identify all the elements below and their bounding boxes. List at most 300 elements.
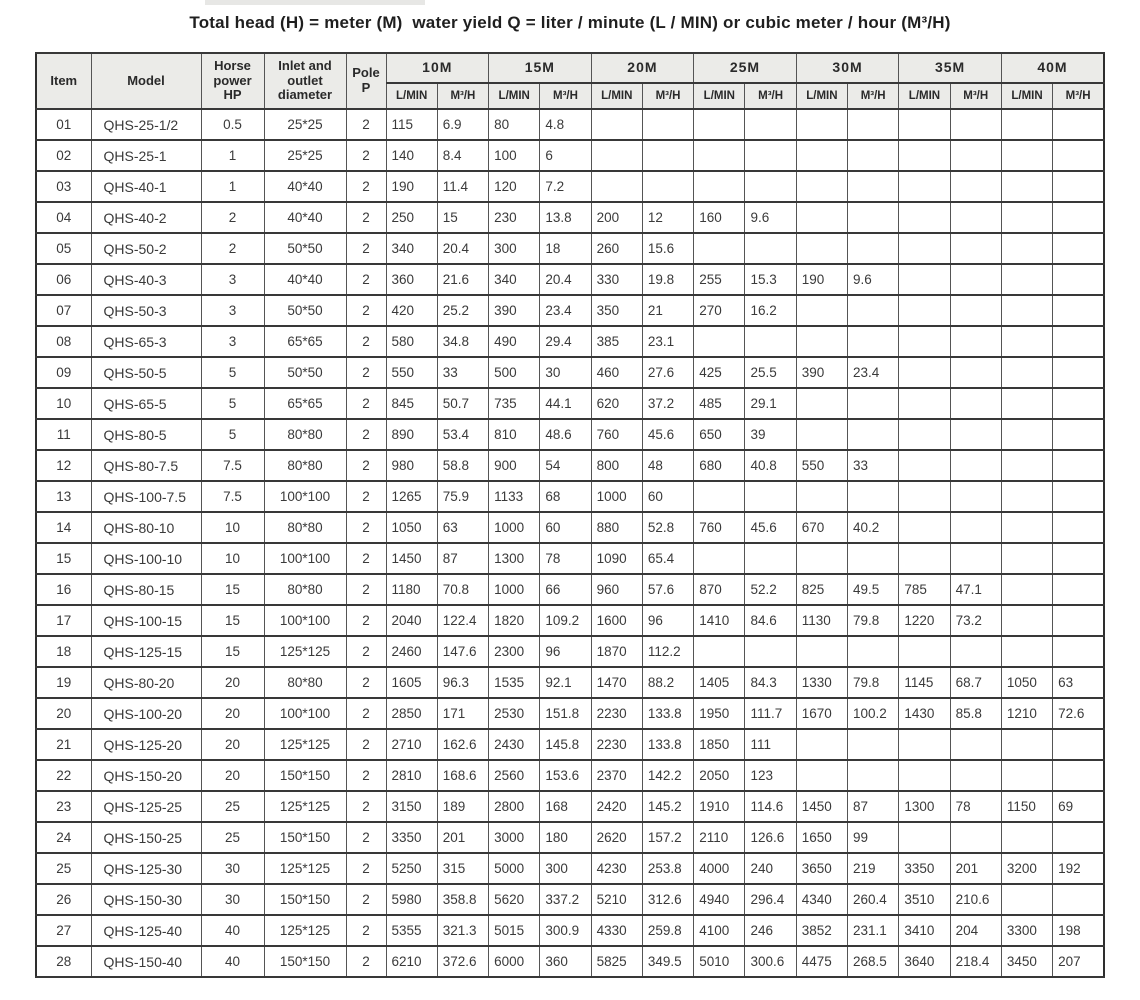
cell-value-20m-m3h: 27.6	[642, 357, 693, 388]
cell-value-30m-m3h	[848, 481, 899, 512]
cell-value-40m-m3h	[1053, 357, 1104, 388]
cell-value-40m-m3h	[1053, 233, 1104, 264]
cell-value-30m-m3h: 219	[848, 853, 899, 884]
column-subheader-15m-lmin: L/MIN	[489, 83, 540, 109]
cell-value-35m-lmin	[899, 388, 950, 419]
cell-value-15m-m3h: 337.2	[540, 884, 591, 915]
cell-value-25m-lmin: 425	[694, 357, 745, 388]
cell-value-15m-lmin: 2300	[489, 636, 540, 667]
cell-model: QHS-150-20	[91, 760, 201, 791]
cell-value-40m-lmin: 3200	[1001, 853, 1052, 884]
cell-hp: 30	[201, 853, 264, 884]
column-group-40m: 40M	[1001, 53, 1104, 83]
cell-value-15m-lmin: 390	[489, 295, 540, 326]
cell-pole: 2	[346, 233, 386, 264]
cell-value-20m-lmin: 330	[591, 264, 642, 295]
cell-value-15m-m3h: 23.4	[540, 295, 591, 326]
cell-value-10m-m3h: 96.3	[437, 667, 488, 698]
cell-hp: 2	[201, 233, 264, 264]
cell-value-35m-m3h	[950, 388, 1001, 419]
cell-model: QHS-125-15	[91, 636, 201, 667]
cell-value-10m-m3h: 372.6	[437, 946, 488, 977]
cell-value-35m-m3h: 218.4	[950, 946, 1001, 977]
cell-model: QHS-65-5	[91, 388, 201, 419]
table-row	[36, 450, 1104, 481]
cell-value-20m-lmin: 1000	[591, 481, 642, 512]
cell-value-20m-lmin: 960	[591, 574, 642, 605]
cell-value-15m-lmin: 80	[489, 109, 540, 140]
cell-value-30m-m3h: 79.8	[848, 605, 899, 636]
cell-value-15m-lmin: 340	[489, 264, 540, 295]
cell-value-30m-lmin	[796, 171, 847, 202]
table-row	[36, 481, 1104, 512]
cell-hp: 15	[201, 605, 264, 636]
cell-value-15m-lmin: 5000	[489, 853, 540, 884]
cell-item: 01	[36, 109, 91, 140]
cell-value-30m-lmin: 390	[796, 357, 847, 388]
cell-value-10m-lmin: 5980	[386, 884, 437, 915]
cell-value-35m-m3h	[950, 636, 1001, 667]
cell-value-30m-m3h	[848, 419, 899, 450]
cell-value-30m-lmin: 4340	[796, 884, 847, 915]
cell-value-40m-m3h: 207	[1053, 946, 1104, 977]
cell-value-20m-lmin: 200	[591, 202, 642, 233]
cell-model: QHS-80-15	[91, 574, 201, 605]
cell-value-30m-lmin: 825	[796, 574, 847, 605]
cell-value-25m-m3h: 40.8	[745, 450, 796, 481]
cell-value-40m-m3h	[1053, 512, 1104, 543]
cell-pole: 2	[346, 202, 386, 233]
cell-value-40m-lmin: 3450	[1001, 946, 1052, 977]
cell-inlet: 40*40	[264, 202, 346, 233]
cell-value-25m-m3h: 126.6	[745, 822, 796, 853]
cell-item: 13	[36, 481, 91, 512]
cell-value-20m-lmin: 880	[591, 512, 642, 543]
cell-value-25m-m3h: 84.3	[745, 667, 796, 698]
cell-value-20m-lmin: 1470	[591, 667, 642, 698]
cell-value-10m-lmin: 360	[386, 264, 437, 295]
cell-value-20m-m3h: 19.8	[642, 264, 693, 295]
cell-value-30m-m3h: 40.2	[848, 512, 899, 543]
cell-value-40m-lmin	[1001, 140, 1052, 171]
cell-value-30m-m3h	[848, 295, 899, 326]
table-row	[36, 667, 1104, 698]
cell-value-35m-lmin	[899, 512, 950, 543]
cell-value-35m-m3h	[950, 512, 1001, 543]
cell-value-35m-lmin	[899, 295, 950, 326]
cell-value-35m-lmin	[899, 760, 950, 791]
cell-value-10m-lmin: 5250	[386, 853, 437, 884]
cell-value-15m-m3h: 44.1	[540, 388, 591, 419]
cell-value-20m-m3h: 253.8	[642, 853, 693, 884]
cell-pole: 2	[346, 915, 386, 946]
cell-value-20m-m3h	[642, 109, 693, 140]
cell-hp: 10	[201, 543, 264, 574]
column-subheader-25m-m3h: M³/H	[745, 83, 796, 109]
cell-value-30m-m3h	[848, 202, 899, 233]
cell-model: QHS-100-7.5	[91, 481, 201, 512]
table-row	[36, 884, 1104, 915]
cell-value-35m-m3h	[950, 171, 1001, 202]
cell-pole: 2	[346, 822, 386, 853]
cell-value-10m-lmin: 2810	[386, 760, 437, 791]
cell-value-15m-lmin: 100	[489, 140, 540, 171]
cell-value-40m-m3h	[1053, 140, 1104, 171]
cell-item: 28	[36, 946, 91, 977]
cell-inlet: 40*40	[264, 264, 346, 295]
cell-value-30m-m3h: 49.5	[848, 574, 899, 605]
cell-value-15m-lmin: 900	[489, 450, 540, 481]
cell-hp: 2	[201, 202, 264, 233]
cell-value-15m-m3h: 360	[540, 946, 591, 977]
cell-item: 17	[36, 605, 91, 636]
cell-item: 10	[36, 388, 91, 419]
cell-value-20m-lmin: 460	[591, 357, 642, 388]
cell-value-10m-m3h: 201	[437, 822, 488, 853]
cell-value-25m-lmin: 255	[694, 264, 745, 295]
cell-value-30m-m3h	[848, 729, 899, 760]
cell-model: QHS-40-3	[91, 264, 201, 295]
cell-value-15m-lmin: 2560	[489, 760, 540, 791]
column-subheader-10m-m3h: M³/H	[437, 83, 488, 109]
cell-hp: 7.5	[201, 450, 264, 481]
cell-value-30m-m3h: 260.4	[848, 884, 899, 915]
table-row	[36, 171, 1104, 202]
cell-value-15m-lmin: 120	[489, 171, 540, 202]
cell-value-15m-m3h: 7.2	[540, 171, 591, 202]
cell-value-15m-m3h: 20.4	[540, 264, 591, 295]
pump-spec-table	[35, 52, 1105, 978]
cell-hp: 25	[201, 791, 264, 822]
cell-value-10m-m3h: 50.7	[437, 388, 488, 419]
cell-value-10m-m3h: 162.6	[437, 729, 488, 760]
cell-value-40m-m3h: 69	[1053, 791, 1104, 822]
cell-model: QHS-80-10	[91, 512, 201, 543]
cell-hp: 10	[201, 512, 264, 543]
cell-value-25m-m3h: 123	[745, 760, 796, 791]
cell-value-25m-lmin: 2110	[694, 822, 745, 853]
cell-value-25m-lmin	[694, 171, 745, 202]
cell-value-25m-m3h	[745, 171, 796, 202]
cell-item: 12	[36, 450, 91, 481]
cell-value-15m-lmin: 1300	[489, 543, 540, 574]
cell-inlet: 125*125	[264, 729, 346, 760]
cell-hp: 40	[201, 946, 264, 977]
cell-value-20m-m3h: 112.2	[642, 636, 693, 667]
cell-value-30m-lmin	[796, 636, 847, 667]
cell-item: 27	[36, 915, 91, 946]
cell-value-20m-m3h: 23.1	[642, 326, 693, 357]
cell-hp: 3	[201, 295, 264, 326]
cell-value-35m-m3h	[950, 481, 1001, 512]
cell-value-35m-lmin	[899, 419, 950, 450]
cell-value-35m-lmin	[899, 481, 950, 512]
cell-value-10m-m3h: 21.6	[437, 264, 488, 295]
cell-inlet: 50*50	[264, 233, 346, 264]
cell-value-40m-lmin	[1001, 822, 1052, 853]
cell-value-35m-m3h	[950, 140, 1001, 171]
cell-value-35m-lmin: 1145	[899, 667, 950, 698]
cell-value-10m-lmin: 3150	[386, 791, 437, 822]
cell-value-40m-m3h	[1053, 729, 1104, 760]
cell-value-40m-lmin	[1001, 357, 1052, 388]
cell-value-15m-lmin: 5015	[489, 915, 540, 946]
cell-item: 24	[36, 822, 91, 853]
cell-value-10m-m3h: 11.4	[437, 171, 488, 202]
cell-pole: 2	[346, 295, 386, 326]
cell-value-10m-m3h: 75.9	[437, 481, 488, 512]
cell-value-10m-lmin: 550	[386, 357, 437, 388]
cell-value-25m-lmin: 2050	[694, 760, 745, 791]
column-group-30m: 30M	[796, 53, 899, 83]
column-subheader-10m-lmin: L/MIN	[386, 83, 437, 109]
cell-pole: 2	[346, 109, 386, 140]
cell-value-25m-m3h: 84.6	[745, 605, 796, 636]
cell-item: 20	[36, 698, 91, 729]
cell-pole: 2	[346, 636, 386, 667]
cell-value-20m-m3h: 133.8	[642, 729, 693, 760]
cell-value-35m-m3h	[950, 202, 1001, 233]
cell-value-35m-m3h	[950, 543, 1001, 574]
cell-item: 23	[36, 791, 91, 822]
cell-value-30m-lmin: 1670	[796, 698, 847, 729]
cell-hp: 3	[201, 264, 264, 295]
cell-value-10m-m3h: 147.6	[437, 636, 488, 667]
table-row	[36, 822, 1104, 853]
cell-inlet: 65*65	[264, 326, 346, 357]
cell-model: QHS-50-2	[91, 233, 201, 264]
cell-hp: 20	[201, 760, 264, 791]
cell-value-10m-lmin: 420	[386, 295, 437, 326]
cell-value-35m-m3h: 47.1	[950, 574, 1001, 605]
cell-value-20m-m3h: 88.2	[642, 667, 693, 698]
column-header-inlet: Inlet and outlet diameter	[264, 53, 346, 109]
cell-value-25m-m3h: 240	[745, 853, 796, 884]
cell-value-30m-lmin: 1130	[796, 605, 847, 636]
cell-value-10m-m3h: 87	[437, 543, 488, 574]
cell-value-15m-m3h: 92.1	[540, 667, 591, 698]
cell-inlet: 150*150	[264, 884, 346, 915]
cell-value-35m-m3h	[950, 419, 1001, 450]
cell-value-10m-m3h: 358.8	[437, 884, 488, 915]
cell-value-10m-m3h: 33	[437, 357, 488, 388]
column-group-15m: 15M	[489, 53, 592, 83]
cell-value-10m-lmin: 2040	[386, 605, 437, 636]
cell-value-30m-lmin: 670	[796, 512, 847, 543]
cell-value-40m-m3h: 72.6	[1053, 698, 1104, 729]
cell-value-15m-lmin: 1820	[489, 605, 540, 636]
cell-value-15m-m3h: 60	[540, 512, 591, 543]
cell-value-20m-m3h: 57.6	[642, 574, 693, 605]
cell-value-25m-m3h: 45.6	[745, 512, 796, 543]
cell-pole: 2	[346, 946, 386, 977]
cell-pole: 2	[346, 760, 386, 791]
cell-value-15m-m3h: 151.8	[540, 698, 591, 729]
cell-pole: 2	[346, 140, 386, 171]
cell-value-30m-lmin: 3852	[796, 915, 847, 946]
cell-value-10m-m3h: 6.9	[437, 109, 488, 140]
cell-model: QHS-80-5	[91, 419, 201, 450]
cell-value-20m-lmin: 2420	[591, 791, 642, 822]
cell-value-40m-lmin	[1001, 295, 1052, 326]
cell-value-40m-lmin	[1001, 202, 1052, 233]
cell-pole: 2	[346, 884, 386, 915]
cell-value-20m-m3h: 21	[642, 295, 693, 326]
cell-value-35m-lmin	[899, 109, 950, 140]
cell-inlet: 80*80	[264, 667, 346, 698]
table-row	[36, 233, 1104, 264]
cell-pole: 2	[346, 791, 386, 822]
cell-value-10m-m3h: 171	[437, 698, 488, 729]
cell-value-10m-m3h: 189	[437, 791, 488, 822]
column-subheader-30m-m3h: M³/H	[848, 83, 899, 109]
table-row	[36, 605, 1104, 636]
column-header-item: Item	[36, 53, 91, 109]
cell-value-25m-lmin: 1850	[694, 729, 745, 760]
column-subheader-35m-lmin: L/MIN	[899, 83, 950, 109]
cell-value-15m-lmin: 5620	[489, 884, 540, 915]
cell-value-20m-lmin: 2230	[591, 698, 642, 729]
cell-value-20m-m3h: 12	[642, 202, 693, 233]
cell-value-15m-lmin: 2800	[489, 791, 540, 822]
cell-value-10m-m3h: 25.2	[437, 295, 488, 326]
cell-value-10m-lmin: 580	[386, 326, 437, 357]
cell-value-10m-m3h: 321.3	[437, 915, 488, 946]
cell-value-20m-lmin: 260	[591, 233, 642, 264]
cell-value-35m-lmin	[899, 202, 950, 233]
column-header-hp: Horse power HP	[201, 53, 264, 109]
cell-value-35m-lmin: 3410	[899, 915, 950, 946]
cell-inlet: 100*100	[264, 481, 346, 512]
cell-value-40m-lmin: 1050	[1001, 667, 1052, 698]
cell-value-35m-m3h	[950, 326, 1001, 357]
cell-value-25m-lmin: 870	[694, 574, 745, 605]
cell-value-20m-lmin: 1600	[591, 605, 642, 636]
cell-value-25m-m3h: 29.1	[745, 388, 796, 419]
cell-value-25m-lmin: 270	[694, 295, 745, 326]
cell-value-15m-lmin: 6000	[489, 946, 540, 977]
column-subheader-25m-lmin: L/MIN	[694, 83, 745, 109]
cell-value-20m-lmin: 1090	[591, 543, 642, 574]
cell-value-25m-m3h: 296.4	[745, 884, 796, 915]
cell-value-40m-m3h	[1053, 822, 1104, 853]
cell-value-20m-m3h: 37.2	[642, 388, 693, 419]
cell-pole: 2	[346, 326, 386, 357]
cell-value-20m-m3h: 65.4	[642, 543, 693, 574]
cell-item: 25	[36, 853, 91, 884]
cell-value-30m-m3h: 23.4	[848, 357, 899, 388]
cell-value-35m-m3h: 204	[950, 915, 1001, 946]
cell-value-30m-lmin: 1650	[796, 822, 847, 853]
cell-value-35m-lmin	[899, 326, 950, 357]
cell-value-25m-lmin	[694, 543, 745, 574]
cell-value-25m-lmin: 4000	[694, 853, 745, 884]
cell-value-15m-m3h: 6	[540, 140, 591, 171]
cell-value-15m-m3h: 300.9	[540, 915, 591, 946]
cell-hp: 5	[201, 388, 264, 419]
cell-hp: 20	[201, 729, 264, 760]
cell-item: 11	[36, 419, 91, 450]
column-header-model: Model	[91, 53, 201, 109]
cell-value-25m-m3h: 9.6	[745, 202, 796, 233]
cell-value-25m-lmin: 4100	[694, 915, 745, 946]
cell-model: QHS-125-20	[91, 729, 201, 760]
cell-value-30m-m3h: 99	[848, 822, 899, 853]
cell-value-35m-m3h: 78	[950, 791, 1001, 822]
cell-inlet: 125*125	[264, 853, 346, 884]
cell-model: QHS-25-1/2	[91, 109, 201, 140]
cell-hp: 20	[201, 698, 264, 729]
cell-value-25m-m3h: 16.2	[745, 295, 796, 326]
cell-value-30m-lmin	[796, 140, 847, 171]
cell-value-10m-m3h: 20.4	[437, 233, 488, 264]
cell-value-10m-lmin: 190	[386, 171, 437, 202]
table-row	[36, 357, 1104, 388]
cell-model: QHS-100-20	[91, 698, 201, 729]
cell-value-25m-lmin: 1405	[694, 667, 745, 698]
cell-value-40m-lmin: 1150	[1001, 791, 1052, 822]
cell-value-20m-m3h: 349.5	[642, 946, 693, 977]
cell-value-40m-lmin	[1001, 512, 1052, 543]
cell-value-20m-lmin	[591, 109, 642, 140]
cell-value-25m-m3h: 111	[745, 729, 796, 760]
cell-value-40m-lmin	[1001, 481, 1052, 512]
cell-value-30m-lmin	[796, 233, 847, 264]
cell-value-30m-lmin: 3650	[796, 853, 847, 884]
cell-value-15m-m3h: 18	[540, 233, 591, 264]
cell-value-10m-lmin: 5355	[386, 915, 437, 946]
cell-value-15m-m3h: 29.4	[540, 326, 591, 357]
cell-model: QHS-125-30	[91, 853, 201, 884]
cell-value-20m-lmin: 5210	[591, 884, 642, 915]
cell-item: 16	[36, 574, 91, 605]
cell-hp: 0.5	[201, 109, 264, 140]
cell-model: QHS-40-1	[91, 171, 201, 202]
cell-value-20m-m3h: 259.8	[642, 915, 693, 946]
cell-value-40m-lmin	[1001, 636, 1052, 667]
cell-value-35m-m3h	[950, 357, 1001, 388]
cell-value-25m-lmin	[694, 326, 745, 357]
cell-item: 19	[36, 667, 91, 698]
cell-hp: 7.5	[201, 481, 264, 512]
cell-value-10m-m3h: 53.4	[437, 419, 488, 450]
cell-value-40m-m3h	[1053, 388, 1104, 419]
cell-pole: 2	[346, 481, 386, 512]
cell-value-30m-m3h	[848, 140, 899, 171]
cell-model: QHS-125-40	[91, 915, 201, 946]
cell-value-25m-lmin: 760	[694, 512, 745, 543]
column-subheader-35m-m3h: M³/H	[950, 83, 1001, 109]
cell-value-30m-lmin	[796, 760, 847, 791]
cell-value-15m-m3h: 78	[540, 543, 591, 574]
cell-pole: 2	[346, 574, 386, 605]
cell-value-30m-lmin: 190	[796, 264, 847, 295]
table-row	[36, 729, 1104, 760]
cell-pole: 2	[346, 450, 386, 481]
cell-model: QHS-80-7.5	[91, 450, 201, 481]
cell-value-10m-lmin: 250	[386, 202, 437, 233]
cell-value-15m-m3h: 30	[540, 357, 591, 388]
cell-inlet: 80*80	[264, 419, 346, 450]
cell-item: 09	[36, 357, 91, 388]
table-row	[36, 140, 1104, 171]
cell-value-25m-m3h: 25.5	[745, 357, 796, 388]
cell-value-25m-lmin: 485	[694, 388, 745, 419]
cell-value-15m-m3h: 68	[540, 481, 591, 512]
cell-value-30m-lmin	[796, 543, 847, 574]
cell-value-20m-lmin: 620	[591, 388, 642, 419]
cell-value-40m-m3h	[1053, 884, 1104, 915]
